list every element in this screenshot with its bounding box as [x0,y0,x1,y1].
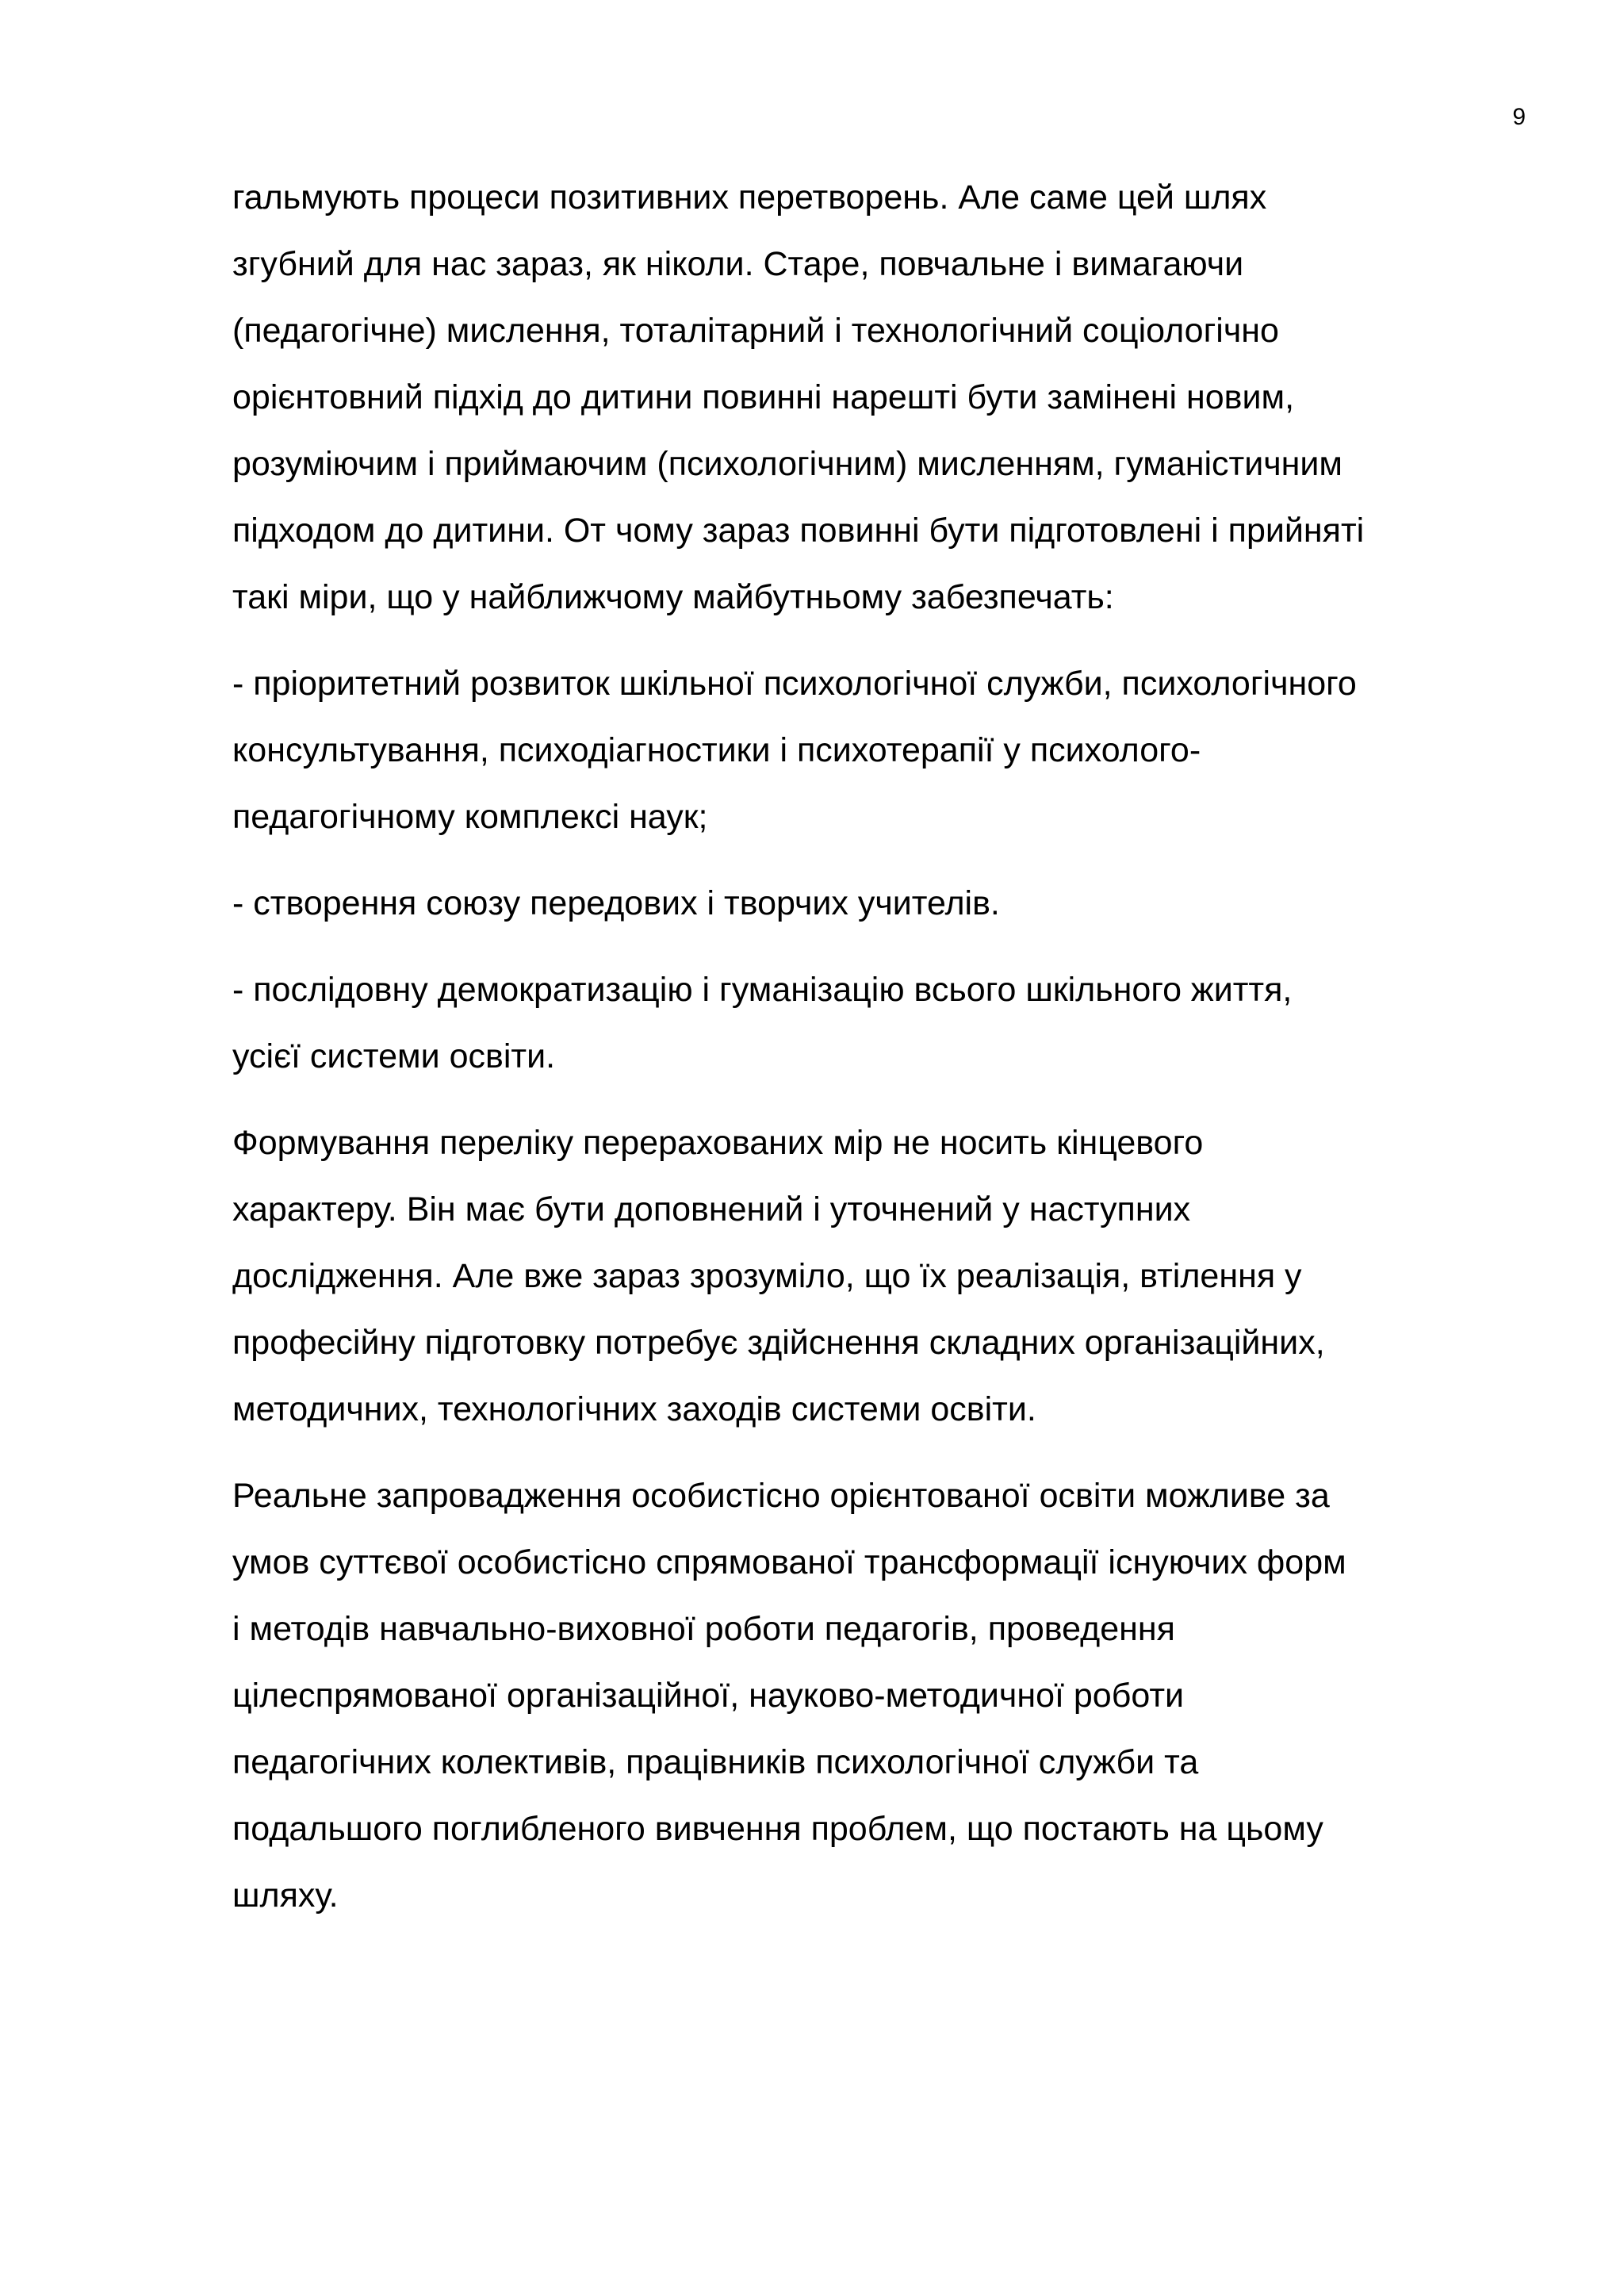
text-line: згубний для нас зараз, як ніколи. Старе, повчальне і вимагаючи [232,245,1244,283]
text-line: - пріоритетний розвиток шкільної психологічної служби, психологічного [232,665,1357,703]
text-line: педагогічних колективів, працівників психологічної служби та [232,1743,1199,1781]
text-line: шляху. [232,1876,339,1915]
paragraph-conclusion [232,1462,1533,1929]
document-body [232,164,1533,1949]
page-number: 9 [1512,104,1526,130]
text-line: розуміючим і приймаючим (психологічним) мисленням, гуманістичним [232,445,1342,483]
paragraph-measures [232,1110,1533,1443]
text-line: усієї системи освіти. [232,1037,556,1075]
text-line: Реальне запровадження особистісно орієнтованої освіти можливе за [232,1477,1330,1515]
text-line: характеру. Він має бути доповнений і уточнений у наступних [232,1190,1191,1228]
text-line: умов суттєвої особистісно спрямованої трансформації існуючих форм [232,1543,1346,1581]
text-line: підходом до дитини. От чому зараз повинні бути підготовлені і прийняті [232,512,1365,550]
paragraph-list-item-2 [232,870,1533,937]
text-line: професійну підготовку потребує здійснення складних організаційних, [232,1324,1325,1362]
paragraph-list-item-3 [232,956,1533,1090]
paragraph-list-item-1 [232,650,1533,850]
text-line: - послідовну демократизацію і гуманізацію всього шкільного життя, [232,971,1293,1009]
text-line: орієнтовний підхід до дитини повинні нарешті бути замінені новим, [232,378,1295,416]
paragraph-intro [232,164,1533,631]
text-line: Формування переліку перерахованих мір не носить кінцевого [232,1124,1204,1162]
text-line: і методів навчально-виховної роботи педагогів, проведення [232,1610,1175,1648]
text-line: подальшого поглибленого вивчення проблем, що постають на цьому [232,1810,1323,1848]
text-line: цілеспрямованої організаційної, науково-методичної роботи [232,1677,1185,1715]
text-line: - створення союзу передових і творчих учителів. [232,884,1000,922]
text-line: методичних, технологічних заходів системи освіти. [232,1390,1036,1428]
text-line: консультування, психодіагностики і психотерапії у психолого- [232,731,1201,769]
text-line: (педагогічне) мислення, тоталітарний і технологічний соціологічно [232,312,1279,350]
text-line: дослідження. Але вже зараз зрозуміло, що їх реалізація, втілення у [232,1257,1302,1295]
text-line: такі міри, що у найближчому майбутньому забезпечать: [232,578,1114,616]
text-line: педагогічному комплексі наук; [232,798,708,836]
text-line: гальмують процеси позитивних перетворень. Але саме цей шлях [232,178,1267,217]
